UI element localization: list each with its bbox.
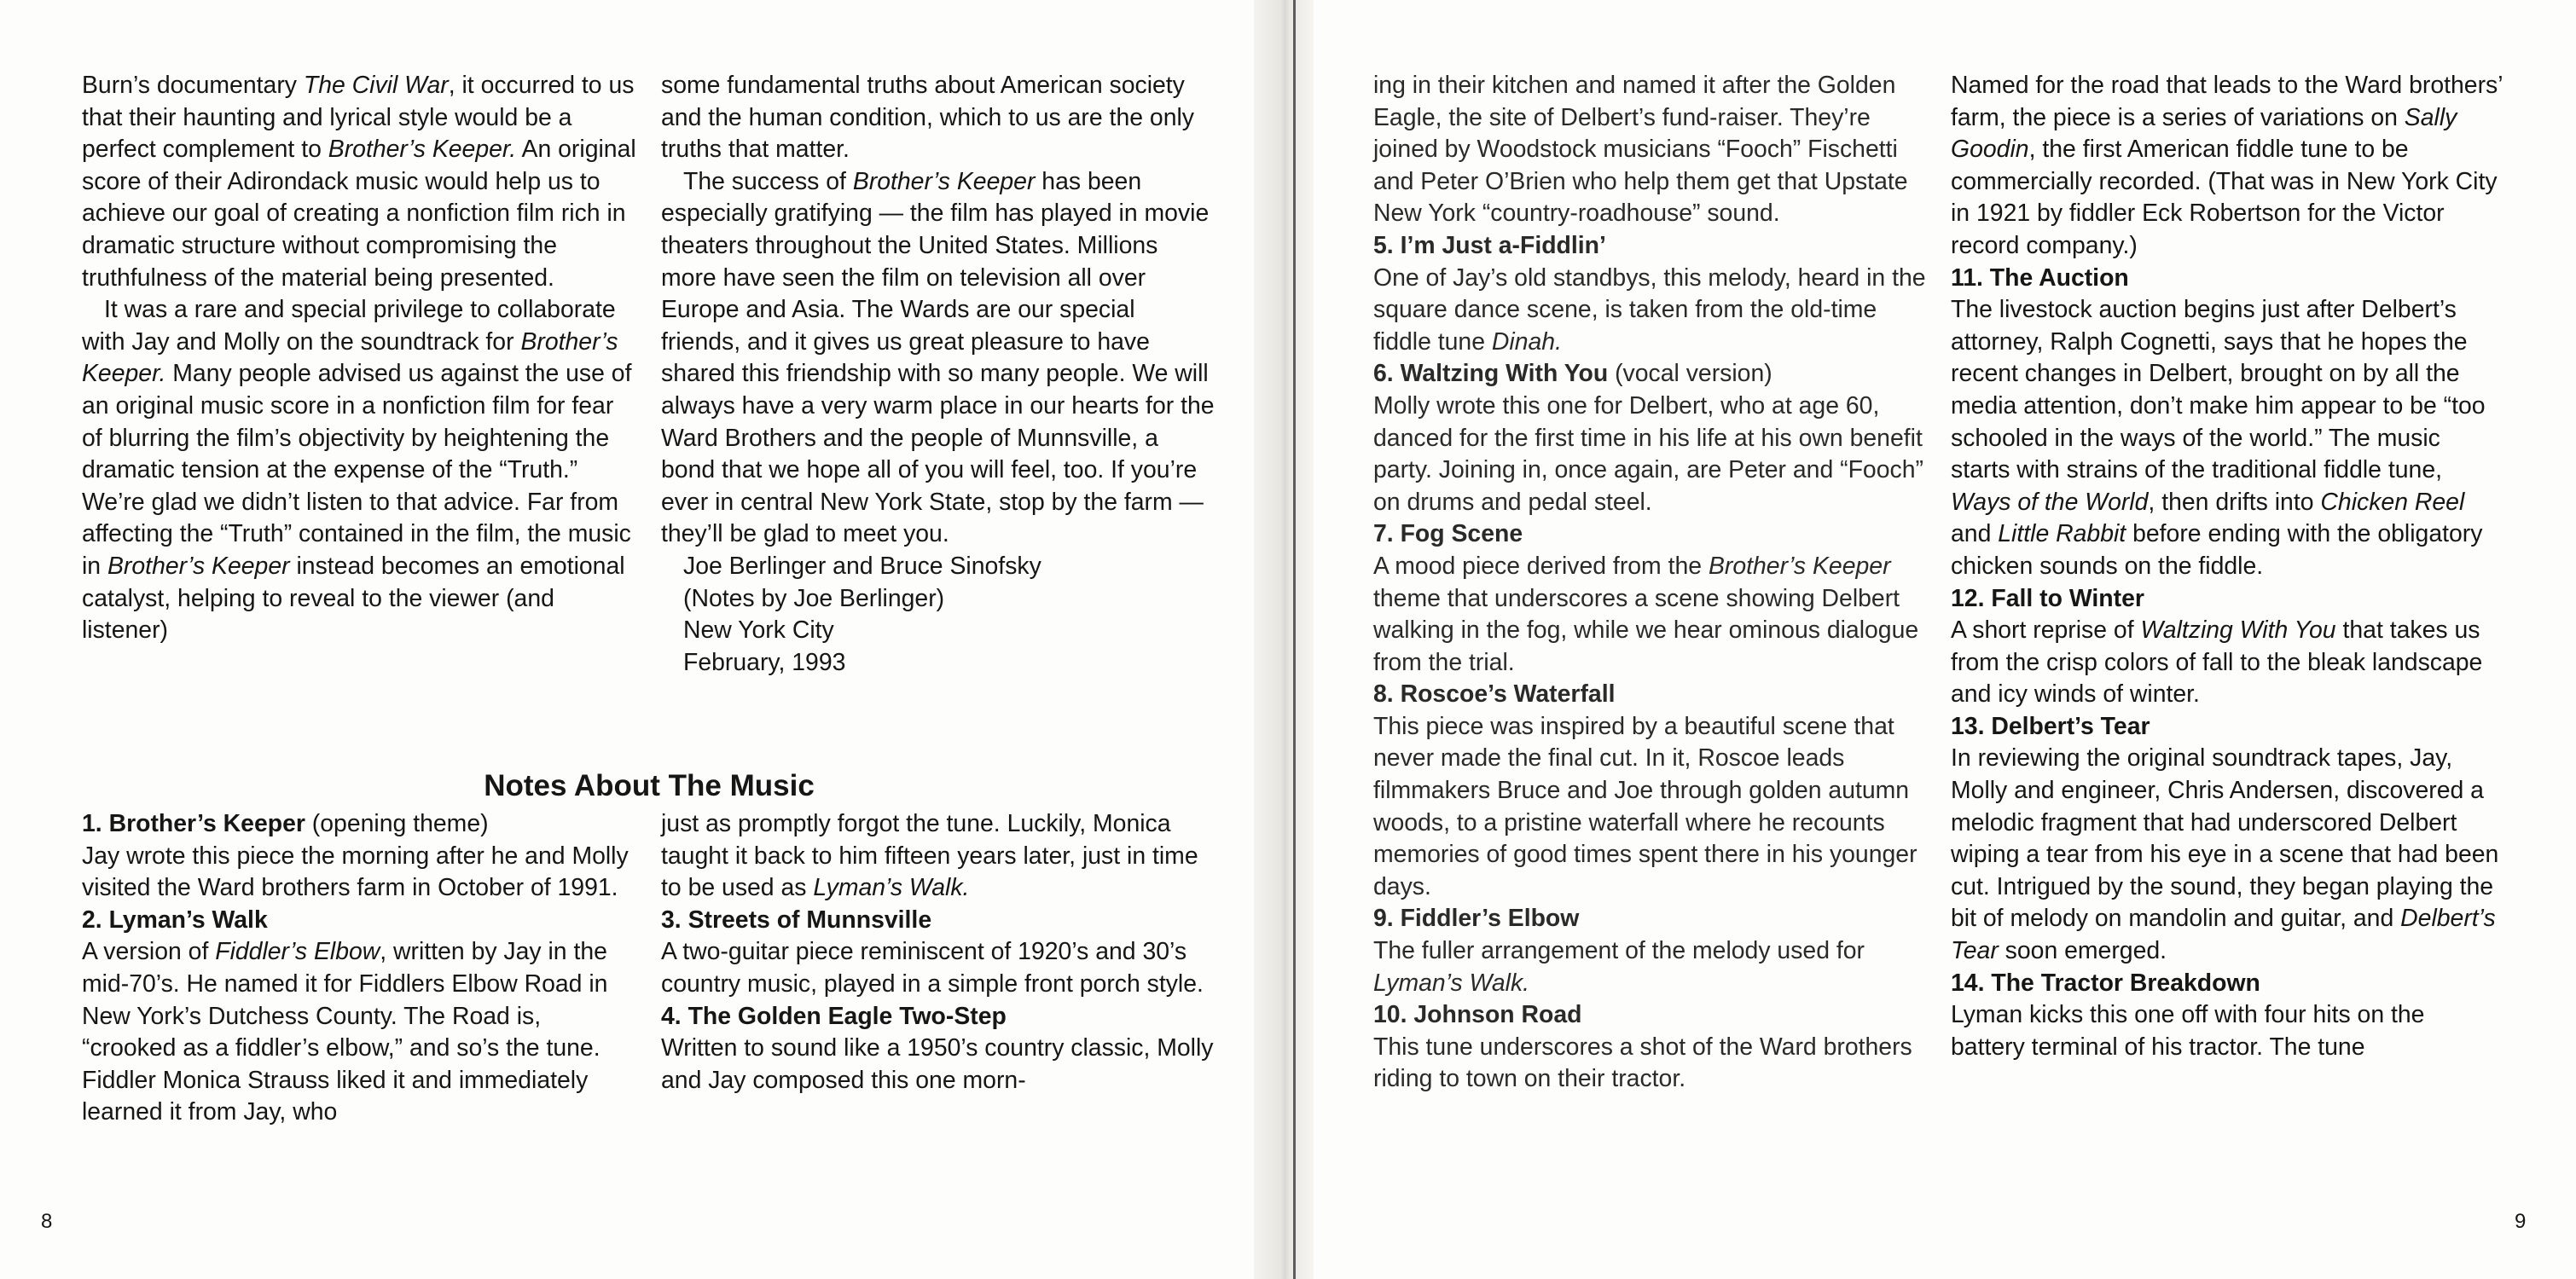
paragraph bbox=[1373, 263, 1928, 359]
intro-column-1 bbox=[82, 70, 636, 647]
title-reference: Little Rabbit bbox=[1998, 520, 2126, 548]
track-title: 8. Roscoe’s Waterfall bbox=[1373, 680, 1616, 709]
text-run: A short reprise of bbox=[1951, 616, 2141, 645]
signature-line bbox=[661, 583, 1215, 616]
paragraph bbox=[1373, 711, 1928, 904]
track-heading bbox=[1951, 583, 2505, 616]
text-run: (Notes by Joe Berlinger) bbox=[683, 584, 945, 612]
paragraph bbox=[661, 70, 1215, 166]
paragraph bbox=[661, 166, 1215, 551]
track-heading bbox=[1373, 679, 1928, 711]
text-run: It was a rare and special privilege to collaborate with Jay and Molly on the soundtrack for bbox=[82, 296, 616, 356]
text-run: A mood piece derived from the bbox=[1373, 552, 1709, 580]
text-run: soon emerged. bbox=[1998, 937, 2167, 965]
paragraph bbox=[1951, 70, 2505, 263]
text-run: theme that underscores a scene showing Delbert walking in the fog, while we hear ominous dialogue from the trial. bbox=[1373, 584, 1919, 676]
title-reference: Brother’s Keeper bbox=[852, 167, 1036, 195]
page-gutter bbox=[1254, 0, 1314, 1279]
text-run: The fuller arrangement of the melody used for bbox=[1373, 937, 1865, 965]
paragraph bbox=[82, 808, 636, 841]
track-title: 7. Fog Scene bbox=[1373, 520, 1523, 548]
title-reference: The Civil War bbox=[303, 72, 449, 99]
track-title: 10. Johnson Road bbox=[1373, 1001, 1582, 1029]
track-heading bbox=[661, 905, 1215, 937]
track-title: 4. The Golden Eagle Two-Step bbox=[661, 1002, 1007, 1030]
signature-line bbox=[661, 647, 1215, 680]
paragraph bbox=[1951, 743, 2505, 967]
track-title: 13. Delbert’s Tear bbox=[1951, 712, 2150, 740]
title-reference: Brother’s Keeper bbox=[107, 552, 290, 580]
text-run: just as promptly forgot the tune. Luckily, Monica taught it back to him fifteen years later, just in time to be used as bbox=[661, 810, 1198, 902]
text-run: , then drifts into bbox=[2148, 488, 2321, 516]
track-heading bbox=[1373, 518, 1928, 551]
notes-column-3 bbox=[1373, 70, 1928, 1096]
paragraph bbox=[82, 841, 636, 905]
title-reference: Chicken Reel bbox=[2320, 488, 2465, 516]
signature-line bbox=[661, 551, 1215, 583]
text-run: The success of bbox=[683, 167, 853, 195]
text-run: (opening theme) bbox=[305, 810, 489, 837]
title-reference: Lyman’s Walk. bbox=[813, 874, 970, 902]
notes-column-4 bbox=[1951, 70, 2505, 1063]
text-run: , written by Jay in the mid-70’s. He named it for Fiddlers Elbow Road in New York’s Dutchess County. The Road is, “crooked as a fiddler’s elbow,” and so’s the tune. Fiddler Monica Strauss liked it and immediately learned it from Jay, who bbox=[82, 938, 608, 1126]
notes-column-2 bbox=[661, 808, 1215, 1097]
text-run: Named for the road that leads to the Ward brothers’ farm, the piece is a series of variations on bbox=[1951, 72, 2503, 131]
text-run: One of Jay’s old standbys, this melody, heard in the square dance scene, is taken from the old-time fiddle tune bbox=[1373, 263, 1926, 356]
paragraph bbox=[1373, 935, 1928, 999]
signature-line bbox=[661, 615, 1215, 647]
gutter-fold-line bbox=[1293, 0, 1296, 1279]
text-run: before ending with the obligatory chicken sounds on the fiddle. bbox=[1951, 520, 2483, 580]
text-run: ing in their kitchen and named it after the Golden Eagle, the site of Delbert’s fund-raiser. They’re joined by Woodstock musicians “Fooch” Fischetti and Peter O’Brien who help them get that Upstate New York “country-roadhouse” sound. bbox=[1373, 72, 1908, 228]
track-title: 2. Lyman’s Walk bbox=[82, 906, 268, 934]
text-run: Lyman kicks this one off with four hits on the battery terminal of his tractor. The tune bbox=[1951, 1001, 2425, 1061]
track-title: 11. The Auction bbox=[1951, 263, 2129, 292]
paragraph bbox=[82, 294, 636, 647]
paragraph bbox=[1951, 294, 2505, 582]
title-reference: Lyman’s Walk. bbox=[1373, 969, 1530, 997]
track-title: 3. Streets of Munnsville bbox=[661, 906, 932, 934]
text-run: A two-guitar piece reminiscent of 1920’s and 30’s country music, played in a simple front porch style. bbox=[661, 938, 1204, 998]
text-run: instead becomes an emotional catalyst, helping to reveal to the viewer (and listener) bbox=[82, 552, 625, 645]
paragraph bbox=[82, 70, 636, 294]
title-reference: Delbert’s Tear bbox=[1951, 905, 2496, 965]
text-run: Many people advised us against the use of an original music score in a nonfiction film for fear of blurring the film’s objectivity by heightening the dramatic tension at the expense of the “Truth.” We’re glad we didn’t listen to that advice. Far from affecting the “Truth” contained in the film, the music in bbox=[82, 360, 632, 580]
text-run: that takes us from the crisp colors of fall to the bleak landscape and icy winds of winter. bbox=[1951, 616, 2483, 709]
text-run: (vocal version) bbox=[1608, 360, 1772, 388]
text-run: New York City bbox=[683, 616, 834, 645]
text-run: , it occurred to us that their haunting and lyrical style would be a perfect complement to bbox=[82, 72, 635, 164]
track-title: 12. Fall to Winter bbox=[1951, 584, 2144, 612]
text-run: In reviewing the original soundtrack tapes, Jay, Molly and engineer, Chris Andersen, discovered a melodic fragment that had underscored Delbert wiping a tear from his eye in a scene that had been cut. Intrigued by the sound, they began playing the bit of melody on mandolin and guitar, and bbox=[1951, 744, 2499, 933]
track-heading bbox=[661, 1001, 1215, 1033]
track-title: 1. Brother’s Keeper bbox=[82, 810, 305, 837]
track-heading bbox=[82, 905, 636, 937]
text-run: Molly wrote this one for Delbert, who at age 60, danced for the first time in his life at his own benefit party. Joining in, once again, are Peter and “Fooch” on drums and pedal steel. bbox=[1373, 391, 1923, 516]
text-run: some fundamental truths about American society and the human condition, which to us are the only truths that matter. bbox=[661, 72, 1194, 164]
title-reference: Fiddler’s Elbow bbox=[215, 938, 380, 966]
title-reference: Waltzing With You bbox=[2140, 616, 2336, 645]
notes-heading: Notes About The Music bbox=[484, 769, 815, 802]
track-heading bbox=[1951, 968, 2505, 1000]
paragraph bbox=[1951, 999, 2505, 1063]
title-reference: Ways of the World bbox=[1951, 488, 2149, 516]
paragraph bbox=[1373, 358, 1928, 391]
track-heading bbox=[1951, 711, 2505, 744]
text-run: This piece was inspired by a beautiful scene that never made the final cut. In it, Roscoe leads filmmakers Bruce and Joe through golden autumn woods, to a pristine waterfall where he recounts memories of good times spent there in his younger days. bbox=[1373, 712, 1917, 900]
text-run: February, 1993 bbox=[683, 648, 846, 676]
text-run: An original score of their Adirondack music would help us to achieve our goal of creating a nonfiction film rich in dramatic structure without compromising the truthfulness of the material being presented. bbox=[82, 136, 636, 292]
text-run: , the first American fiddle tune to be commercially recorded. (That was in New York City in 1921 by fiddler Eck Robertson for the Victor record company.) bbox=[1951, 136, 2498, 259]
paragraph bbox=[661, 1033, 1215, 1097]
title-reference: Brother’s Keeper bbox=[1708, 552, 1891, 580]
text-run: Jay wrote this piece the morning after he and Molly visited the Ward brothers farm in October of 1991. bbox=[82, 842, 629, 902]
paragraph bbox=[661, 808, 1215, 905]
text-run: and bbox=[1951, 520, 1999, 548]
paragraph bbox=[1373, 1032, 1928, 1096]
track-title: 9. Fiddler’s Elbow bbox=[1373, 905, 1580, 933]
paragraph bbox=[1373, 391, 1928, 518]
track-title: 14. The Tractor Breakdown bbox=[1951, 969, 2260, 997]
paragraph bbox=[82, 936, 636, 1129]
text-run: The livestock auction begins just after Delbert’s attorney, Ralph Cognetti, says that he hopes the recent changes in Delbert, brought on by all the media attention, don’t make him appear to be “too schooled in the ways of the world.” The music starts with strains of the traditional fiddle tune, bbox=[1951, 296, 2486, 484]
page-number-right: 9 bbox=[2515, 1210, 2527, 1233]
text-run: Written to sound like a 1950’s country classic, Molly and Jay composed this one morn- bbox=[661, 1034, 1214, 1094]
text-run: has been especially gratifying — the film has played in movie theaters throughout the United States. Millions more have seen the film on television all over Europe and Asia. The Wards are our special friends, and it gives us great pleasure to have shared this friendship with so many people. We will always have a very warm place in our hearts for the Ward Brothers and the people of Munnsville, a bond that we hope all of you will feel, too. If you’re ever in central New York State, stop by the farm — they’ll be glad to meet you. bbox=[661, 167, 1215, 548]
track-heading bbox=[1951, 263, 2505, 295]
paragraph bbox=[1951, 615, 2505, 711]
track-heading bbox=[1373, 999, 1928, 1032]
paragraph bbox=[1373, 70, 1928, 230]
title-reference: Brother’s Keeper. bbox=[328, 136, 517, 164]
intro-column-2 bbox=[661, 70, 1215, 679]
paragraph bbox=[1373, 551, 1928, 679]
title-reference: Dinah. bbox=[1491, 327, 1562, 356]
track-heading bbox=[1373, 903, 1928, 935]
track-title: 5. I’m Just a-Fiddlin’ bbox=[1373, 231, 1606, 259]
track-heading bbox=[1373, 230, 1928, 263]
text-run: Burn’s documentary bbox=[82, 72, 304, 99]
text-run: This tune underscores a shot of the Ward brothers riding to town on their tractor. bbox=[1373, 1033, 1912, 1093]
notes-column-1 bbox=[82, 808, 636, 1129]
text-run: A version of bbox=[82, 938, 216, 966]
title-reference: Brother’s Keeper. bbox=[82, 327, 618, 388]
track-title: 6. Waltzing With You bbox=[1373, 360, 1609, 388]
paragraph bbox=[661, 936, 1215, 1000]
text-run: Joe Berlinger and Bruce Sinofsky bbox=[683, 552, 1041, 580]
title-reference: Sally Goodin bbox=[1951, 103, 2457, 164]
page-number-left: 8 bbox=[41, 1210, 53, 1233]
